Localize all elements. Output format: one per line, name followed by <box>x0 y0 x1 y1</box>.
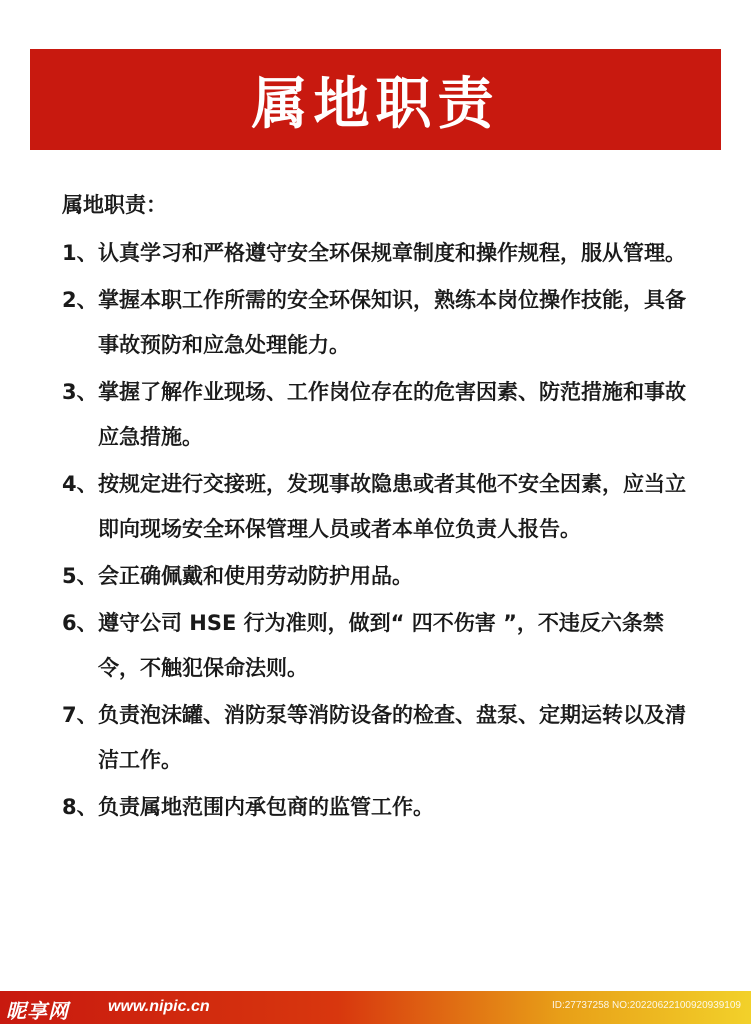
list-item <box>62 554 702 599</box>
item-number: 3、 <box>62 380 98 404</box>
item-text: 按规定进行交接班，发现事故隐患或者其他不安全因素，应当立即向现场安全环保管理人员或者本单位负责人报告。 <box>98 472 686 541</box>
item-text: 遵守公司 HSE 行为准则，做到“ 四不伤害 ”，不违反六条禁令，不触犯保命法则。 <box>98 611 664 680</box>
item-number: 7、 <box>62 703 98 727</box>
list-item <box>62 785 702 830</box>
title-banner <box>30 49 721 150</box>
item-text: 掌握本职工作所需的安全环保知识，熟练本岗位操作技能，具备事故预防和应急处理能力。 <box>98 288 686 357</box>
watermark-logo: 昵享网 <box>6 999 69 1023</box>
list-item <box>62 693 702 783</box>
duties-content <box>62 184 702 832</box>
list-item <box>62 231 702 276</box>
item-text: 会正确佩戴和使用劳动防护用品。 <box>98 564 413 588</box>
item-text: 认真学习和严格遵守安全环保规章制度和操作规程，服从管理。 <box>98 241 686 265</box>
watermark-url: www.nipic.cn <box>108 998 210 1015</box>
item-number: 6、 <box>62 611 98 635</box>
item-number: 5、 <box>62 564 98 588</box>
item-number: 8、 <box>62 795 98 819</box>
item-number: 4、 <box>62 472 98 496</box>
item-text: 负责泡沫罐、消防泵等消防设备的检查、盘泵、定期运转以及清洁工作。 <box>98 703 686 772</box>
watermark-id: ID:27737258 NO:20220622100920939109 <box>551 1000 741 1011</box>
list-item <box>62 278 702 368</box>
intro-heading: 属地职责： <box>62 193 167 217</box>
page-title: 属地职责 <box>251 71 500 137</box>
watermark-bar <box>0 991 751 1024</box>
item-number: 2、 <box>62 288 98 312</box>
list-item <box>62 601 702 691</box>
list-item <box>62 462 702 552</box>
list-item <box>62 370 702 460</box>
item-text: 掌握了解作业现场、工作岗位存在的危害因素、防范措施和事故应急措施。 <box>98 380 686 449</box>
item-text: 负责属地范围内承包商的监管工作。 <box>98 795 434 819</box>
item-number: 1、 <box>62 241 98 265</box>
